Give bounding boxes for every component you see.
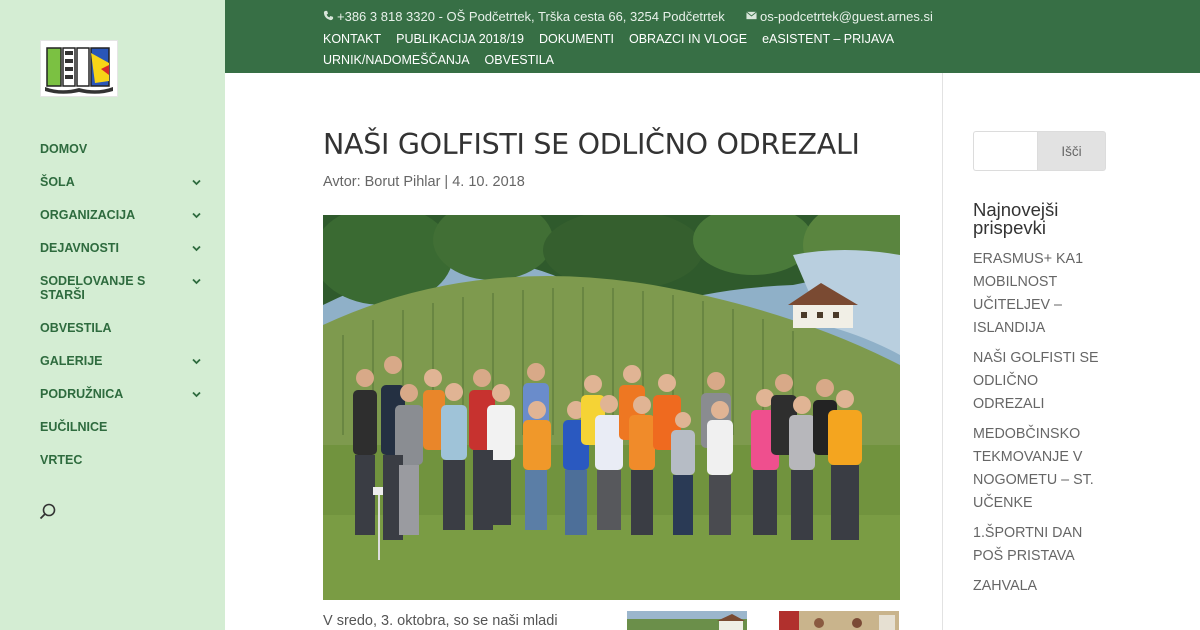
sidebar-item-vrtec[interactable]	[40, 453, 210, 467]
sidebar-item-eucilnice[interactable]	[40, 420, 210, 434]
phone-address-text[interactable]: +386 3 818 3320 - OŠ Podčetrtek, Trška cesta 66, 3254 Podčetrtek	[337, 9, 725, 25]
sidebar-item-label: SODELOVANJE S STARŠI	[40, 274, 146, 302]
email-link[interactable]: os-podcetrtek@guest.arnes.si	[759, 9, 933, 25]
top-nav-kontakt[interactable]: KONTAKT	[323, 32, 382, 46]
sidebar-item-label: DEJAVNOSTI	[40, 241, 119, 255]
sidebar-item-label: ŠOLA	[40, 175, 75, 189]
chevron-down-icon[interactable]	[191, 177, 202, 188]
recent-posts-list	[973, 248, 1113, 605]
sidebar-item-label: DOMOV	[40, 142, 88, 156]
gallery-thumbnail[interactable]	[627, 611, 747, 630]
top-nav-publikacija[interactable]: PUBLIKACIJA 2018/19	[396, 32, 524, 46]
top-nav-easistent[interactable]: eASISTENT – PRIJAVA	[762, 32, 895, 46]
content-divider	[942, 73, 943, 630]
gallery-thumbnail-image-2	[779, 611, 899, 630]
chevron-down-icon[interactable]	[191, 389, 202, 400]
sidebar-item-obvestila[interactable]	[40, 321, 210, 335]
sidebar-item-sola[interactable]	[40, 175, 210, 189]
chevron-down-icon[interactable]	[191, 276, 202, 287]
search-input[interactable]	[973, 131, 1037, 171]
sidebar-item-domov[interactable]	[40, 142, 210, 156]
gallery-thumbnail[interactable]	[779, 611, 899, 630]
school-logo[interactable]	[40, 40, 118, 97]
phone-icon	[323, 10, 334, 21]
recent-post-link[interactable]: NAŠI GOLFISTI SE ODLIČNO ODREZALI	[973, 350, 1099, 412]
recent-post-link[interactable]: ZAHVALA	[973, 578, 1038, 594]
sidebar-item-label: VRTEC	[40, 453, 83, 467]
top-nav-obrazci[interactable]: OBRAZCI IN VLOGE	[628, 32, 748, 46]
recent-post-link[interactable]: MEDOBČINSKO TEKMOVANJE V NOGOMETU – ST. UČENKE	[973, 426, 1094, 511]
recent-post-link[interactable]: 1.ŠPORTNI DAN POŠ PRISTAVA	[973, 525, 1083, 564]
sidebar-item-organizacija[interactable]	[40, 208, 210, 222]
contact-info	[323, 8, 933, 24]
chevron-down-icon[interactable]	[191, 243, 202, 254]
sidebar-item-sodelovanje[interactable]	[40, 274, 165, 302]
top-nav-urnik[interactable]: URNIK/NADOMEŠČANJA	[323, 53, 470, 67]
top-nav-dokumenti[interactable]: DOKUMENTI	[538, 32, 614, 46]
sidebar-item-galerije[interactable]	[40, 354, 210, 368]
top-nav	[323, 29, 1063, 71]
sidebar-item-label: EUČILNICE	[40, 420, 108, 434]
email-icon	[746, 10, 757, 21]
chevron-down-icon[interactable]	[191, 210, 202, 221]
left-sidebar	[0, 0, 225, 630]
sidebar-search	[973, 131, 1106, 171]
chevron-down-icon[interactable]	[191, 356, 202, 367]
sidebar-item-podruznica[interactable]	[40, 387, 210, 401]
book-logo-icon	[41, 41, 117, 96]
recent-posts-title: Najnovejši prispevki	[973, 199, 1059, 238]
sidebar-item-label: ORGANIZACIJA	[40, 208, 136, 222]
sidebar-item-label: OBVESTILA	[40, 321, 112, 335]
sidebar-item-label: PODRUŽNICA	[40, 387, 124, 401]
gallery-thumbnail-image-1	[627, 611, 747, 630]
search-icon[interactable]	[38, 502, 58, 522]
sidebar-item-label: GALERIJE	[40, 354, 103, 368]
post-intro-text: V sredo, 3. oktobra, so se naši mladi	[323, 613, 558, 629]
top-header	[225, 0, 1200, 73]
recent-post-link[interactable]: ERASMUS+ KA1 MOBILNOST UČITELJEV – ISLANDIJA	[973, 251, 1084, 336]
top-nav-obvestila[interactable]: OBVESTILA	[484, 53, 555, 67]
sidebar-item-dejavnosti[interactable]	[40, 241, 210, 255]
post-meta: Avtor: Borut Pihlar | 4. 10. 2018	[323, 174, 525, 190]
search-button[interactable]: Išči	[1037, 131, 1106, 171]
featured-image[interactable]	[323, 215, 900, 600]
post-title: NAŠI GOLFISTI SE ODLIČNO ODREZALI	[323, 128, 860, 161]
group-photo-image	[323, 215, 900, 600]
